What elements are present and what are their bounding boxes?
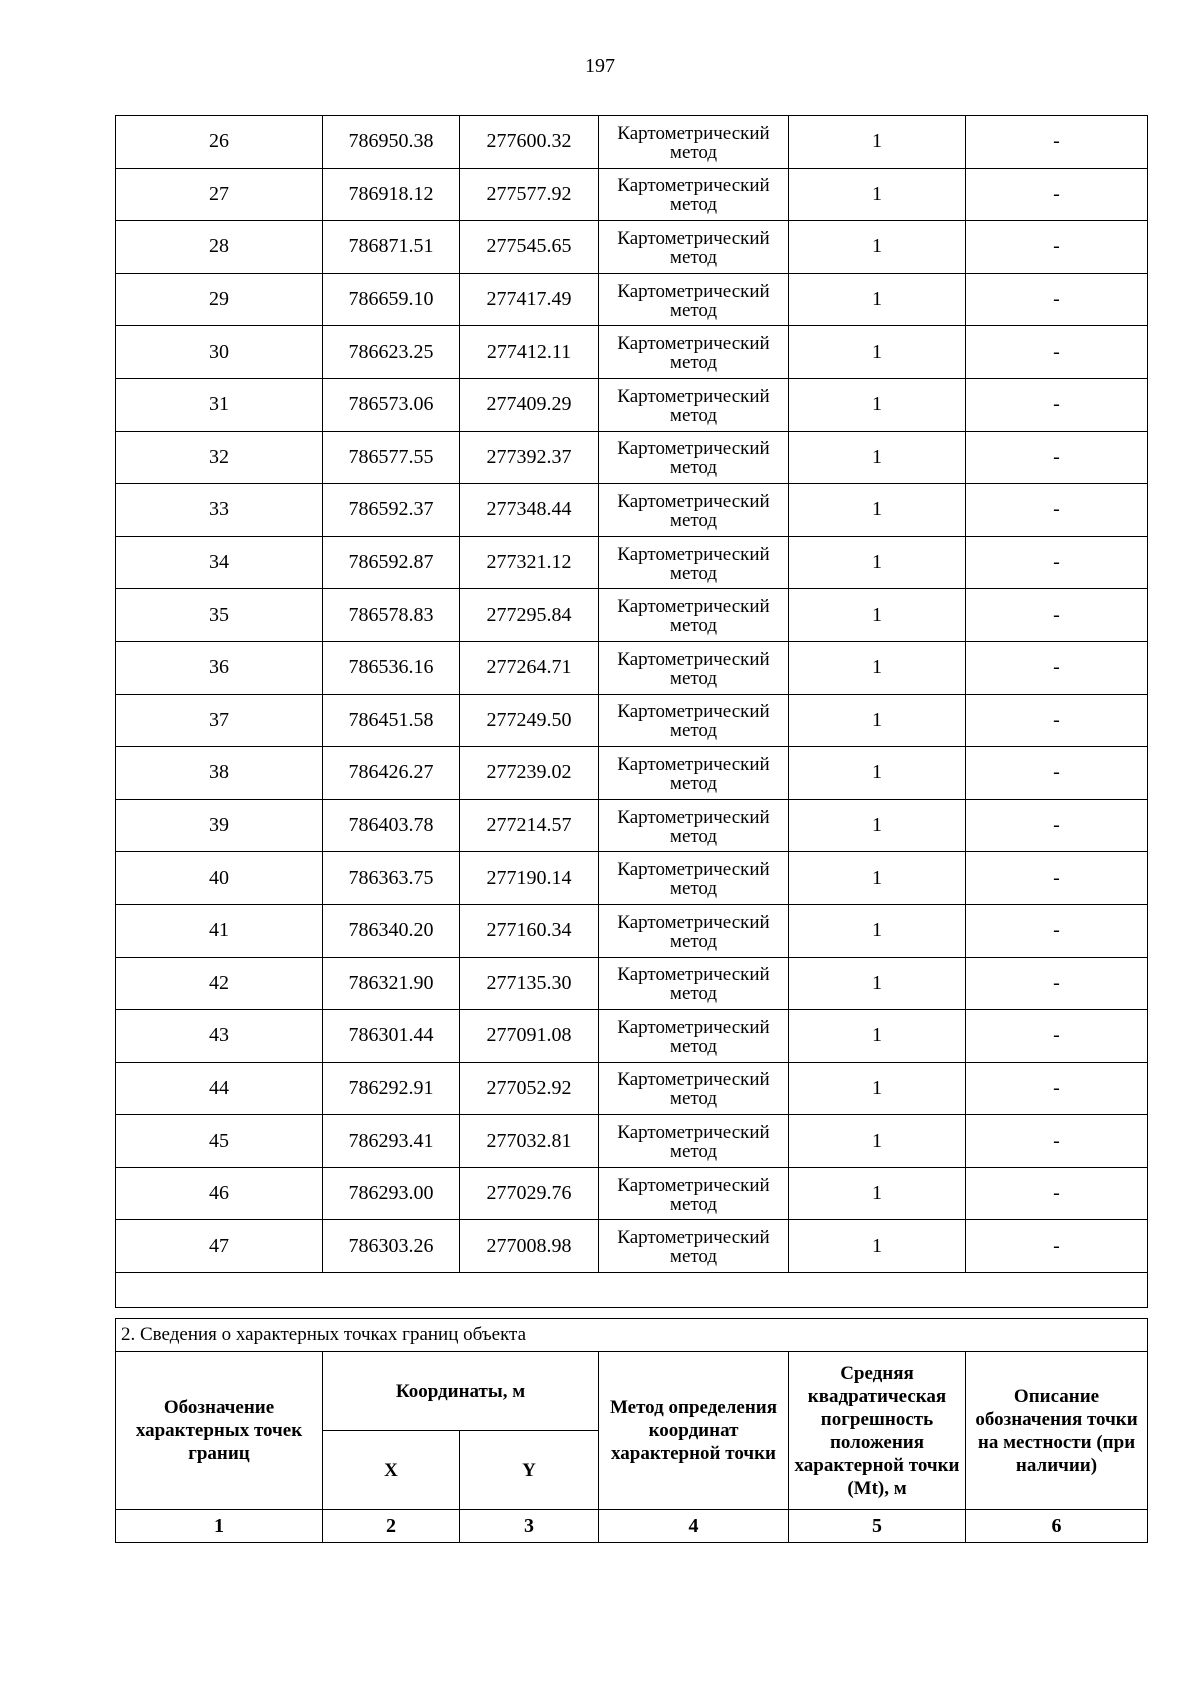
table-row bbox=[116, 326, 1148, 379]
y-coordinate-cell: 277032.81 bbox=[460, 1115, 599, 1168]
description-cell: - bbox=[966, 1062, 1148, 1115]
mt-error-cell: 1 bbox=[789, 326, 966, 379]
table-row bbox=[116, 273, 1148, 326]
y-coordinate-cell: 277600.32 bbox=[460, 116, 599, 169]
method-cell: Картометрический метод bbox=[599, 957, 789, 1010]
mt-error-cell: 1 bbox=[789, 589, 966, 642]
method-cell: Картометрический метод bbox=[599, 641, 789, 694]
description-cell: - bbox=[966, 116, 1148, 169]
method-cell: Картометрический метод bbox=[599, 116, 789, 169]
empty-row bbox=[116, 1273, 1148, 1308]
description-cell: - bbox=[966, 378, 1148, 431]
table-row bbox=[116, 852, 1148, 905]
point-number-cell: 40 bbox=[116, 852, 323, 905]
description-cell: - bbox=[966, 536, 1148, 589]
table-row bbox=[116, 378, 1148, 431]
mt-error-cell: 1 bbox=[789, 536, 966, 589]
y-coordinate-cell: 277008.98 bbox=[460, 1220, 599, 1273]
description-cell: - bbox=[966, 1115, 1148, 1168]
description-cell: - bbox=[966, 589, 1148, 642]
x-coordinate-cell: 786301.44 bbox=[323, 1010, 460, 1063]
table-row bbox=[116, 589, 1148, 642]
x-coordinate-cell: 786950.38 bbox=[323, 116, 460, 169]
method-cell: Картометрический метод bbox=[599, 694, 789, 747]
description-cell: - bbox=[966, 694, 1148, 747]
point-number-cell: 33 bbox=[116, 484, 323, 537]
mt-error-cell: 1 bbox=[789, 168, 966, 221]
header-coordinates: Координаты, м bbox=[323, 1352, 599, 1431]
x-coordinate-cell: 786578.83 bbox=[323, 589, 460, 642]
description-cell: - bbox=[966, 1167, 1148, 1220]
description-cell: - bbox=[966, 799, 1148, 852]
mt-error-cell: 1 bbox=[789, 747, 966, 800]
column-number: 3 bbox=[460, 1510, 599, 1543]
point-number-cell: 26 bbox=[116, 116, 323, 169]
x-coordinate-cell: 786918.12 bbox=[323, 168, 460, 221]
x-coordinate-cell: 786340.20 bbox=[323, 904, 460, 957]
method-cell: Картометрический метод bbox=[599, 221, 789, 274]
table-row bbox=[116, 747, 1148, 800]
x-coordinate-cell: 786426.27 bbox=[323, 747, 460, 800]
method-cell: Картометрический метод bbox=[599, 747, 789, 800]
page-number: 197 bbox=[585, 55, 615, 77]
method-cell: Картометрический метод bbox=[599, 273, 789, 326]
column-number: 1 bbox=[116, 1510, 323, 1543]
table-row bbox=[116, 536, 1148, 589]
mt-error-cell: 1 bbox=[789, 957, 966, 1010]
x-coordinate-cell: 786303.26 bbox=[323, 1220, 460, 1273]
section-title: 2. Сведения о характерных точках границ объекта bbox=[116, 1319, 1148, 1352]
y-coordinate-cell: 277249.50 bbox=[460, 694, 599, 747]
y-coordinate-cell: 277239.02 bbox=[460, 747, 599, 800]
y-coordinate-cell: 277321.12 bbox=[460, 536, 599, 589]
description-cell: - bbox=[966, 273, 1148, 326]
mt-error-cell: 1 bbox=[789, 378, 966, 431]
mt-error-cell: 1 bbox=[789, 484, 966, 537]
mt-error-cell: 1 bbox=[789, 221, 966, 274]
method-cell: Картометрический метод bbox=[599, 852, 789, 905]
point-number-cell: 28 bbox=[116, 221, 323, 274]
y-coordinate-cell: 277052.92 bbox=[460, 1062, 599, 1115]
table-row bbox=[116, 484, 1148, 537]
mt-error-cell: 1 bbox=[789, 904, 966, 957]
point-number-cell: 45 bbox=[116, 1115, 323, 1168]
description-cell: - bbox=[966, 221, 1148, 274]
y-coordinate-cell: 277160.34 bbox=[460, 904, 599, 957]
table-row bbox=[116, 1010, 1148, 1063]
point-number-cell: 31 bbox=[116, 378, 323, 431]
column-number: 4 bbox=[599, 1510, 789, 1543]
x-coordinate-cell: 786293.00 bbox=[323, 1167, 460, 1220]
x-coordinate-cell: 786573.06 bbox=[323, 378, 460, 431]
x-coordinate-cell: 786577.55 bbox=[323, 431, 460, 484]
x-coordinate-cell: 786363.75 bbox=[323, 852, 460, 905]
y-coordinate-cell: 277348.44 bbox=[460, 484, 599, 537]
point-number-cell: 32 bbox=[116, 431, 323, 484]
point-number-cell: 36 bbox=[116, 641, 323, 694]
table-row bbox=[116, 799, 1148, 852]
method-cell: Картометрический метод bbox=[599, 168, 789, 221]
table-row bbox=[116, 168, 1148, 221]
mt-error-cell: 1 bbox=[789, 641, 966, 694]
description-cell: - bbox=[966, 747, 1148, 800]
description-cell: - bbox=[966, 904, 1148, 957]
description-cell: - bbox=[966, 641, 1148, 694]
header-y: Y bbox=[460, 1431, 599, 1510]
point-number-cell: 35 bbox=[116, 589, 323, 642]
table-row bbox=[116, 431, 1148, 484]
y-coordinate-cell: 277412.11 bbox=[460, 326, 599, 379]
method-cell: Картометрический метод bbox=[599, 904, 789, 957]
header-x: X bbox=[323, 1431, 460, 1510]
y-coordinate-cell: 277190.14 bbox=[460, 852, 599, 905]
y-coordinate-cell: 277417.49 bbox=[460, 273, 599, 326]
y-coordinate-cell: 277409.29 bbox=[460, 378, 599, 431]
y-coordinate-cell: 277091.08 bbox=[460, 1010, 599, 1063]
column-number: 2 bbox=[323, 1510, 460, 1543]
header-method: Метод определения координат характерной точки bbox=[599, 1352, 789, 1510]
table-row bbox=[116, 641, 1148, 694]
point-number-cell: 39 bbox=[116, 799, 323, 852]
description-cell: - bbox=[966, 1010, 1148, 1063]
x-coordinate-cell: 786871.51 bbox=[323, 221, 460, 274]
x-coordinate-cell: 786451.58 bbox=[323, 694, 460, 747]
mt-error-cell: 1 bbox=[789, 1115, 966, 1168]
x-coordinate-cell: 786292.91 bbox=[323, 1062, 460, 1115]
mt-error-cell: 1 bbox=[789, 1220, 966, 1273]
mt-error-cell: 1 bbox=[789, 431, 966, 484]
point-number-cell: 42 bbox=[116, 957, 323, 1010]
x-coordinate-cell: 786592.87 bbox=[323, 536, 460, 589]
y-coordinate-cell: 277545.65 bbox=[460, 221, 599, 274]
point-number-cell: 43 bbox=[116, 1010, 323, 1063]
x-coordinate-cell: 786592.37 bbox=[323, 484, 460, 537]
method-cell: Картометрический метод bbox=[599, 589, 789, 642]
description-cell: - bbox=[966, 484, 1148, 537]
mt-error-cell: 1 bbox=[789, 694, 966, 747]
method-cell: Картометрический метод bbox=[599, 484, 789, 537]
method-cell: Картометрический метод bbox=[599, 1010, 789, 1063]
y-coordinate-cell: 277214.57 bbox=[460, 799, 599, 852]
column-number: 5 bbox=[789, 1510, 966, 1543]
x-coordinate-cell: 786293.41 bbox=[323, 1115, 460, 1168]
table-row bbox=[116, 694, 1148, 747]
point-number-cell: 38 bbox=[116, 747, 323, 800]
point-number-cell: 44 bbox=[116, 1062, 323, 1115]
point-number-cell: 47 bbox=[116, 1220, 323, 1273]
x-coordinate-cell: 786623.25 bbox=[323, 326, 460, 379]
x-coordinate-cell: 786536.16 bbox=[323, 641, 460, 694]
coordinates-table-body bbox=[116, 116, 1148, 1308]
table-row bbox=[116, 116, 1148, 169]
description-cell: - bbox=[966, 957, 1148, 1010]
table-row bbox=[116, 904, 1148, 957]
point-number-cell: 29 bbox=[116, 273, 323, 326]
header-error: Средняя квадратическая погрешность положения характерной точки (Mt), м bbox=[789, 1352, 966, 1510]
description-cell: - bbox=[966, 852, 1148, 905]
column-number: 6 bbox=[966, 1510, 1148, 1543]
y-coordinate-cell: 277135.30 bbox=[460, 957, 599, 1010]
boundary-points-header-table bbox=[115, 1318, 1148, 1543]
table-row bbox=[116, 221, 1148, 274]
mt-error-cell: 1 bbox=[789, 1010, 966, 1063]
header-designation: Обозначение характерных точек границ bbox=[116, 1352, 323, 1510]
method-cell: Картометрический метод bbox=[599, 1115, 789, 1168]
coordinates-table-continuation bbox=[115, 115, 1148, 1308]
point-number-cell: 30 bbox=[116, 326, 323, 379]
table-row bbox=[116, 1115, 1148, 1168]
mt-error-cell: 1 bbox=[789, 1062, 966, 1115]
x-coordinate-cell: 786403.78 bbox=[323, 799, 460, 852]
point-number-cell: 27 bbox=[116, 168, 323, 221]
empty-cell bbox=[116, 1273, 1148, 1308]
mt-error-cell: 1 bbox=[789, 116, 966, 169]
y-coordinate-cell: 277264.71 bbox=[460, 641, 599, 694]
method-cell: Картометрический метод bbox=[599, 799, 789, 852]
mt-error-cell: 1 bbox=[789, 1167, 966, 1220]
mt-error-cell: 1 bbox=[789, 799, 966, 852]
method-cell: Картометрический метод bbox=[599, 536, 789, 589]
y-coordinate-cell: 277577.92 bbox=[460, 168, 599, 221]
method-cell: Картометрический метод bbox=[599, 1220, 789, 1273]
description-cell: - bbox=[966, 168, 1148, 221]
header-description: Описание обозначения точки на местности (при наличии) bbox=[966, 1352, 1148, 1510]
point-number-cell: 46 bbox=[116, 1167, 323, 1220]
point-number-cell: 34 bbox=[116, 536, 323, 589]
table-row bbox=[116, 1167, 1148, 1220]
x-coordinate-cell: 786321.90 bbox=[323, 957, 460, 1010]
y-coordinate-cell: 277029.76 bbox=[460, 1167, 599, 1220]
method-cell: Картометрический метод bbox=[599, 326, 789, 379]
x-coordinate-cell: 786659.10 bbox=[323, 273, 460, 326]
table-row bbox=[116, 1220, 1148, 1273]
table-row bbox=[116, 957, 1148, 1010]
y-coordinate-cell: 277392.37 bbox=[460, 431, 599, 484]
point-number-cell: 41 bbox=[116, 904, 323, 957]
method-cell: Картометрический метод bbox=[599, 1062, 789, 1115]
description-cell: - bbox=[966, 326, 1148, 379]
point-number-cell: 37 bbox=[116, 694, 323, 747]
description-cell: - bbox=[966, 1220, 1148, 1273]
method-cell: Картометрический метод bbox=[599, 1167, 789, 1220]
table-row bbox=[116, 1062, 1148, 1115]
y-coordinate-cell: 277295.84 bbox=[460, 589, 599, 642]
method-cell: Картометрический метод bbox=[599, 378, 789, 431]
mt-error-cell: 1 bbox=[789, 852, 966, 905]
method-cell: Картометрический метод bbox=[599, 431, 789, 484]
description-cell: - bbox=[966, 431, 1148, 484]
mt-error-cell: 1 bbox=[789, 273, 966, 326]
